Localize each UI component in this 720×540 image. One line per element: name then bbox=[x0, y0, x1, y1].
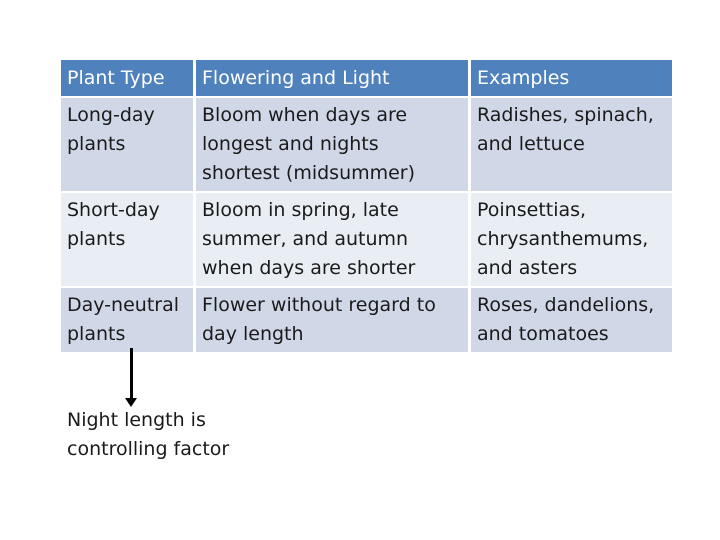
cell-flowering-light: Flower without regard to day length bbox=[196, 288, 471, 354]
table-row bbox=[61, 98, 672, 193]
cell-plant-type: Long-day plants bbox=[61, 98, 196, 193]
table-row bbox=[61, 288, 672, 354]
header-examples: Examples bbox=[471, 60, 672, 98]
header-plant-type: Plant Type bbox=[61, 60, 196, 98]
down-arrow-shaft bbox=[130, 348, 133, 404]
cell-plant-type: Day-neutral plants bbox=[61, 288, 196, 354]
cell-flowering-light: Bloom when days are longest and nights shortest (midsummer) bbox=[196, 98, 471, 193]
night-length-note: Night length is controlling factor bbox=[67, 409, 230, 460]
cell-examples: Roses, dandelions, and tomatoes bbox=[471, 288, 672, 354]
plant-flowering-table bbox=[61, 60, 672, 354]
cell-plant-type: Short-day plants bbox=[61, 193, 196, 288]
table-header-row bbox=[61, 60, 672, 98]
header-flowering-light: Flowering and Light bbox=[196, 60, 471, 98]
cell-examples: Poinsettias, chrysanthemums, and asters bbox=[471, 193, 672, 288]
cell-examples: Radishes, spinach, and lettuce bbox=[471, 98, 672, 193]
cell-flowering-light: Bloom in spring, late summer, and autumn when days are shorter bbox=[196, 193, 471, 288]
table-row bbox=[61, 193, 672, 288]
